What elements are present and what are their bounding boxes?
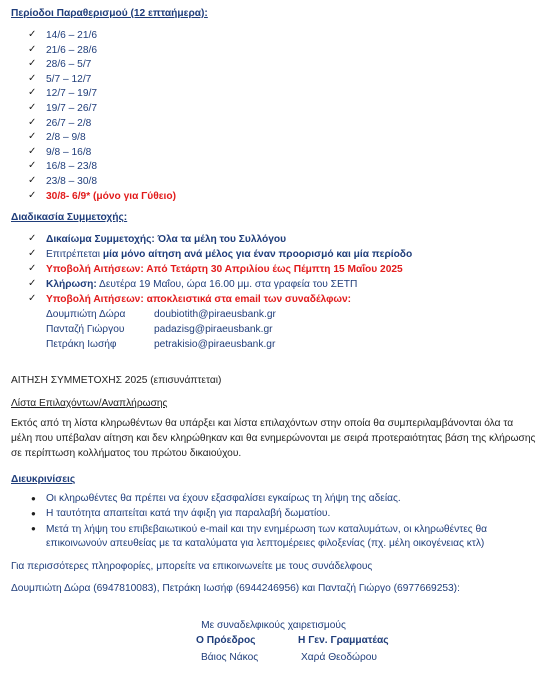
secretary-name: Χαρά Θεοδώρου — [301, 652, 377, 663]
check-mark-icon: ✓ — [28, 248, 37, 259]
secretary-title: Η Γεν. Γραμματέας — [298, 635, 389, 646]
draw-text: Δευτέρα 19 Μαΐου, ώρα 16.00 μμ. στα γραφεία του ΣΕΤΠ — [96, 279, 358, 290]
bullet-icon: ● — [31, 494, 36, 503]
clarification-item: Οι κληρωθέντες θα πρέπει να έχουν εξασφαλίσει εγκαίρως τη λήψη της αδείας. — [46, 493, 401, 504]
contact-email[interactable]: doubiotith@piraeusbank.gr — [154, 309, 276, 320]
check-mark-icon: ✓ — [28, 116, 37, 128]
check-mark-icon: ✓ — [28, 145, 37, 157]
check-mark-icon: ✓ — [28, 58, 37, 70]
procedure-submission-dates: Υποβολή Αιτήσεων: Από Τετάρτη 30 Απριλίου έως Πέμπτη 15 Μαΐου 2025 — [46, 264, 403, 275]
period-item: 16/8 – 23/8 — [46, 161, 97, 173]
period-item: 28/6 – 5/7 — [46, 59, 92, 71]
one-application-bold: μία μόνο αίτηση ανά μέλος για έναν προορισμό και μία περίοδο — [102, 249, 413, 260]
period-item: 2/8 – 9/8 — [46, 132, 86, 144]
clarification-item: Μετά τη λήψη του επιβεβαιωτικού e-mail και την ενημέρωση των καταλυμάτων, οι κληρωθέντες θα επικοινωνούν απευθείας με τα καταλύματα για λεπτομέρειες φιλοξενίας (πχ. μέλη οικογένειας κτλ) — [46, 524, 488, 549]
check-mark-icon: ✓ — [28, 233, 37, 244]
waitlist-text: Εκτός από τη λίστα κληρωθέντων θα υπάρξει και λίστα επιλαχόντων στην οποία θα συμπεριλαμβάνονται όλα τα μέλη που υπέβαλαν αίτηση και δεν κληρώθηκαν και θα ενημερώνονται με σειρά προτεραιότητας βάση της κλήρωσης σε περίπτωση κολλήματος του πρώτου δικαιούχου. — [11, 418, 536, 459]
president-title: Ο Πρόεδρος — [196, 635, 256, 646]
eligibility-text: Όλα τα μέλη του Συλλόγου — [154, 234, 287, 245]
check-mark-icon: ✓ — [28, 29, 37, 40]
check-mark-icon: ✓ — [28, 293, 37, 304]
period-item: 5/7 – 12/7 — [46, 73, 92, 85]
procedure-heading: Διαδικασία Συμμετοχής: — [11, 212, 128, 223]
contact-email[interactable]: padazisg@piraeusbank.gr — [154, 324, 273, 335]
president-name: Βάιος Νάκος — [201, 652, 259, 663]
period-item: 21/6 – 28/6 — [46, 44, 97, 56]
draw-label: Κλήρωση: — [46, 279, 97, 290]
check-mark-icon: ✓ — [28, 175, 37, 186]
check-mark-icon: ✓ — [28, 43, 37, 55]
signature-greeting: Με συναδελφικούς χαιρετισμούς — [201, 620, 346, 631]
bullet-icon: ● — [31, 524, 36, 533]
period-item: 26/7 – 2/8 — [46, 117, 92, 129]
contact-email[interactable]: petrakisio@piraeusbank.gr — [154, 339, 276, 350]
clarifications-heading: Διευκρινίσεις — [11, 474, 76, 485]
check-mark-icon: ✓ — [28, 102, 37, 113]
application-title: ΑΙΤΗΣΗ ΣΥΜΜΕΤΟΧΗΣ 2025 (επισυνάπτεται) — [11, 375, 222, 386]
contact-name: Πανταζή Γιώργου — [46, 324, 125, 335]
period-item: 12/7 – 19/7 — [46, 88, 97, 100]
procedure-draw — [46, 279, 357, 290]
period-item-last: 30/8- 6/9* (μόνο για Γύθειο) — [46, 190, 177, 202]
eligibility-label: Δικαίωμα Συμμετοχής: — [46, 234, 155, 245]
waitlist-heading: Λίστα Επιλαχόντων/Αναπλήρωσης — [11, 398, 168, 409]
contact-name: Δουμπιώτη Δώρα — [46, 309, 126, 320]
clarification-item: Η ταυτότητα απαιτείται κατά την άφιξη για παραλαβή δωματίου. — [46, 508, 331, 519]
one-application-pre: Επιτρέπεται — [46, 249, 103, 260]
procedure-submission-emails: Υποβολή Αιτήσεων: αποκλειστικά στα email των συναδέλφων: — [46, 294, 352, 305]
period-item: 23/8 – 30/8 — [46, 176, 97, 187]
check-mark-icon: ✓ — [28, 278, 37, 289]
period-item: 14/6 – 21/6 — [46, 30, 97, 41]
check-mark-icon: ✓ — [28, 160, 37, 172]
period-item: 9/8 – 16/8 — [46, 146, 92, 158]
check-mark-icon: ✓ — [28, 87, 37, 99]
check-mark-icon: ✓ — [28, 189, 37, 201]
procedure-eligibility — [46, 234, 286, 245]
contact-info-line1: Για περισσότερες πληροφορίες, μπορείτε να επικοινωνείτε με τους συνάδελφους — [11, 561, 373, 572]
periods-heading: Περίοδοι Παραθερισμού (12 επταήμερα): — [11, 8, 208, 19]
check-mark-icon: ✓ — [28, 131, 37, 143]
procedure-one-application — [46, 249, 412, 260]
bullet-icon: ● — [31, 509, 36, 518]
contact-info-line2: Δουμπιώτη Δώρα (6947810083), Πετράκη Ιωσήφ (6944246956) και Πανταζή Γιώργο (6977669253): — [11, 583, 460, 594]
check-mark-icon: ✓ — [28, 72, 37, 84]
period-item: 19/7 – 26/7 — [46, 103, 97, 114]
contact-name: Πετράκη Ιωσήφ — [46, 339, 117, 350]
check-mark-icon: ✓ — [28, 263, 37, 274]
